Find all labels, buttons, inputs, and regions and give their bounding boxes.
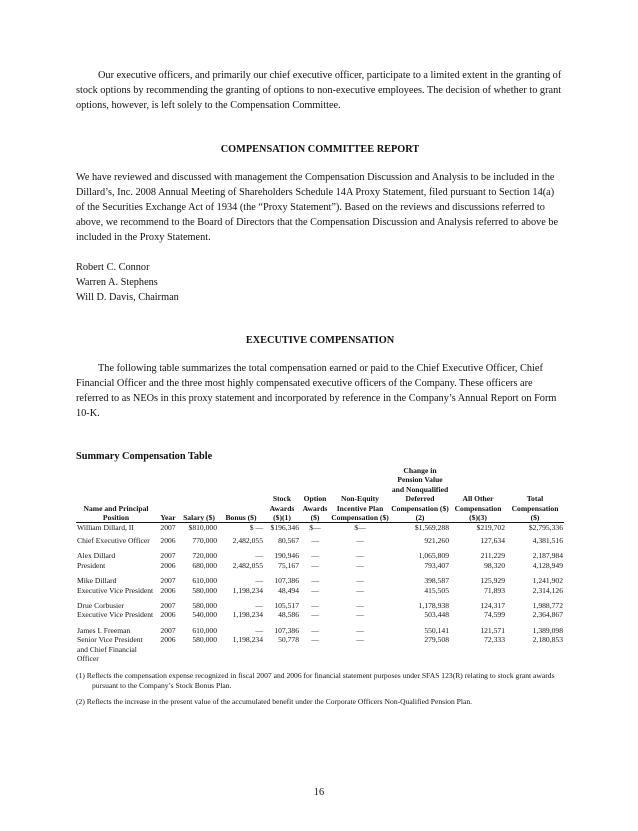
cell-name-position: Alex Dillard [77, 551, 116, 561]
cell-all-other: 98,320 [484, 560, 505, 570]
cell-bonus: 1,198,234 [232, 610, 263, 620]
table-header-row [76, 466, 564, 523]
cell-total: 2,314,126 [532, 585, 563, 595]
cell-name-position: Mike Dillard [77, 576, 117, 586]
cell-pension-change: 1,178,938 [418, 600, 449, 610]
document-page [76, 0, 564, 707]
cell-salary: 720,000 [192, 551, 217, 561]
header-total: Total Compensation ($) [506, 466, 564, 523]
cell-pension-change: 921,260 [424, 535, 449, 545]
cell-option-awards: — [311, 551, 319, 561]
cell-option-awards: — [311, 576, 319, 586]
cell-total: 2,180,853 [532, 635, 563, 645]
cell-name-position: Executive Vice President [77, 610, 154, 620]
cell-option-awards: — [311, 600, 319, 610]
cell-year: 2007 [160, 625, 176, 635]
cell-total: 1,389,098 [532, 625, 563, 635]
header-salary: Salary ($) [180, 466, 218, 523]
cell-pension-change: 415,505 [424, 585, 449, 595]
cell-bonus: — [255, 600, 263, 610]
cell-non-equity: — [356, 625, 364, 635]
cell-all-other: 124,317 [480, 600, 505, 610]
header-non-equity: Non-Equity Incentive Plan Compensation ($) [330, 466, 390, 523]
cell-stock-awards: $196,346 [270, 523, 299, 533]
table-row [76, 601, 564, 610]
cell-year: 2006 [160, 585, 176, 595]
cell-stock-awards: 50,778 [278, 635, 299, 645]
cell-non-equity: — [356, 585, 364, 595]
table-row [76, 635, 564, 663]
signer-name: Robert C. Connor [76, 262, 150, 273]
cell-salary: 580,000 [192, 635, 217, 645]
cell-stock-awards: 48,586 [278, 610, 299, 620]
table-row [76, 586, 564, 595]
footnote: (2) Reflects the increase in the present value of the accumulated benefit under the Corporate Officers Non-Qualified Pension Plan. [76, 697, 473, 707]
cell-bonus: $ — [249, 523, 263, 533]
cell-option-awards: — [311, 610, 319, 620]
table-row [76, 523, 564, 536]
cell-non-equity: — [356, 600, 364, 610]
cell-option-awards: — [311, 535, 319, 545]
cell-bonus: 2,482,055 [232, 560, 263, 570]
cell-stock-awards: 105,517 [274, 600, 299, 610]
committee-report-heading: COMPENSATION COMMITTEE REPORT [220, 144, 420, 155]
committee-report-paragraph: We have reviewed and discussed with management the Compensation Discussion and Analysis to be included in the Dillard’s, Inc. 2008 Annual Meeting of Shareholders Schedule 14A Proxy Statement, filed pursuant to Section 14(a) of the Securities Exchange Act of 1934 (the “Proxy Statement”). Based on the reviews and discussions referred to above, we recommend to the Board of Directors that the Compensation Discussion and Analysis referred to above be included in the Proxy Statement. [76, 172, 559, 243]
summary-compensation-table [76, 466, 564, 663]
cell-name-position: Senior Vice President and Chief Financial Officer [77, 635, 143, 663]
cell-non-equity: — [356, 635, 364, 645]
cell-all-other: 121,571 [480, 625, 505, 635]
cell-year: 2007 [160, 523, 176, 533]
cell-stock-awards: 190,946 [274, 551, 299, 561]
cell-name-position: William Dillard, II [77, 523, 134, 533]
cell-non-equity: — [356, 551, 364, 561]
page-number: 16 [313, 787, 325, 798]
cell-salary: 610,000 [192, 576, 217, 586]
cell-name-position: Drue Corbusier [77, 600, 125, 610]
cell-year: 2007 [160, 600, 176, 610]
executive-compensation-heading: EXECUTIVE COMPENSATION [245, 335, 395, 346]
cell-bonus: — [255, 625, 263, 635]
table-row [76, 561, 564, 570]
cell-bonus: — [255, 576, 263, 586]
footnote: (1) Reflects the compensation expense recognized in fiscal 2007 and 2006 for financial statement purposes under SFAS 123(R) relating to stock grant awards pursuant to the Company’s Stock Bonus Plan. [76, 671, 555, 691]
cell-year: 2006 [160, 535, 176, 545]
cell-all-other: 71,893 [484, 585, 505, 595]
cell-salary: 610,000 [192, 625, 217, 635]
table-row [76, 610, 564, 619]
header-name-position: Name and Principal Position [76, 466, 156, 523]
cell-total: $2,795,336 [528, 523, 563, 533]
header-all-other: All Other Compensation ($)(3) [450, 466, 506, 523]
cell-total: 2,364,867 [532, 610, 563, 620]
executive-compensation-paragraph: The following table summarizes the total compensation earned or paid to the Chief Executive Officer, Chief Financial Officer and the three most highly compensated executive officers of the Company. These officers are referred to as NEOs in this proxy statement and incorporated by reference in the Company’s Annual Report on Form 10-K. [76, 363, 557, 419]
cell-total: 4,381,516 [532, 535, 563, 545]
table-row [76, 536, 564, 545]
cell-stock-awards: 80,567 [278, 535, 299, 545]
cell-total: 1,241,902 [532, 576, 563, 586]
cell-salary: 770,000 [192, 535, 217, 545]
header-pension-change: Change in Pension Value and Nonqualified Deferred Compensation ($)(2) [391, 466, 449, 523]
cell-name-position: James I. Freeman [77, 625, 131, 635]
cell-all-other: $219,702 [476, 523, 505, 533]
cell-stock-awards: 48,494 [278, 585, 299, 595]
cell-non-equity: — [356, 560, 364, 570]
cell-all-other: 72,333 [484, 635, 505, 645]
cell-salary: 540,000 [192, 610, 217, 620]
cell-pension-change: $1,569,288 [414, 523, 449, 533]
cell-all-other: 127,634 [480, 535, 505, 545]
cell-pension-change: 793,407 [424, 560, 449, 570]
header-bonus: Bonus ($) [218, 466, 264, 523]
cell-stock-awards: 107,386 [274, 576, 299, 586]
cell-option-awards: — [311, 560, 319, 570]
cell-non-equity: — [356, 576, 364, 586]
footnotes [76, 671, 564, 707]
cell-year: 2006 [160, 560, 176, 570]
cell-non-equity: $— [354, 523, 366, 533]
cell-name-position: Executive Vice President [77, 585, 154, 595]
cell-option-awards: — [311, 635, 319, 645]
cell-year: 2006 [160, 610, 176, 620]
cell-bonus: 2,482,055 [232, 535, 263, 545]
table-row [76, 626, 564, 635]
table-row [76, 576, 564, 585]
cell-bonus: 1,198,234 [232, 585, 263, 595]
table-body [76, 523, 564, 663]
cell-option-awards: $— [309, 523, 321, 533]
signer-name: Will D. Davis, Chairman [76, 292, 179, 303]
cell-year: 2007 [160, 551, 176, 561]
cell-all-other: 211,229 [480, 551, 505, 561]
table-row [76, 551, 564, 560]
cell-pension-change: 398,587 [424, 576, 449, 586]
cell-stock-awards: 107,386 [274, 625, 299, 635]
cell-pension-change: 1,065,809 [418, 551, 449, 561]
cell-all-other: 74,599 [484, 610, 505, 620]
cell-all-other: 125,929 [480, 576, 505, 586]
cell-salary: $810,000 [188, 523, 217, 533]
cell-pension-change: 279,508 [424, 635, 449, 645]
cell-total: 1,988,772 [532, 600, 563, 610]
cell-bonus: 1,198,234 [232, 635, 263, 645]
header-option-awards: Option Awards ($) [300, 466, 330, 523]
cell-option-awards: — [311, 625, 319, 635]
table-title: Summary Compensation Table [76, 451, 213, 462]
header-stock-awards: Stock Awards ($)(1) [264, 466, 300, 523]
cell-salary: 680,000 [192, 560, 217, 570]
cell-bonus: — [255, 551, 263, 561]
cell-name-position: President [77, 560, 106, 570]
cell-non-equity: — [356, 535, 364, 545]
cell-name-position: Chief Executive Officer [77, 535, 150, 545]
intro-paragraph: Our executive officers, and primarily our chief executive officer, participate to a limited extent in the granting of stock options by recommending the granting of options to non-executive employees. The decision of whether to grant options, however, is left solely to the Compensation Committee. [76, 70, 562, 111]
signature-block [76, 260, 564, 305]
cell-total: 4,128,949 [532, 560, 563, 570]
cell-total: 2,187,984 [532, 551, 563, 561]
cell-option-awards: — [311, 585, 319, 595]
cell-non-equity: — [356, 610, 364, 620]
cell-year: 2006 [160, 635, 176, 645]
header-year: Year [156, 466, 180, 523]
signer-name: Warren A. Stephens [76, 277, 158, 288]
cell-pension-change: 550,141 [424, 625, 449, 635]
cell-pension-change: 503,448 [424, 610, 449, 620]
cell-salary: 580,000 [192, 600, 217, 610]
cell-year: 2007 [160, 576, 176, 586]
cell-stock-awards: 75,167 [278, 560, 299, 570]
cell-salary: 580,000 [192, 585, 217, 595]
